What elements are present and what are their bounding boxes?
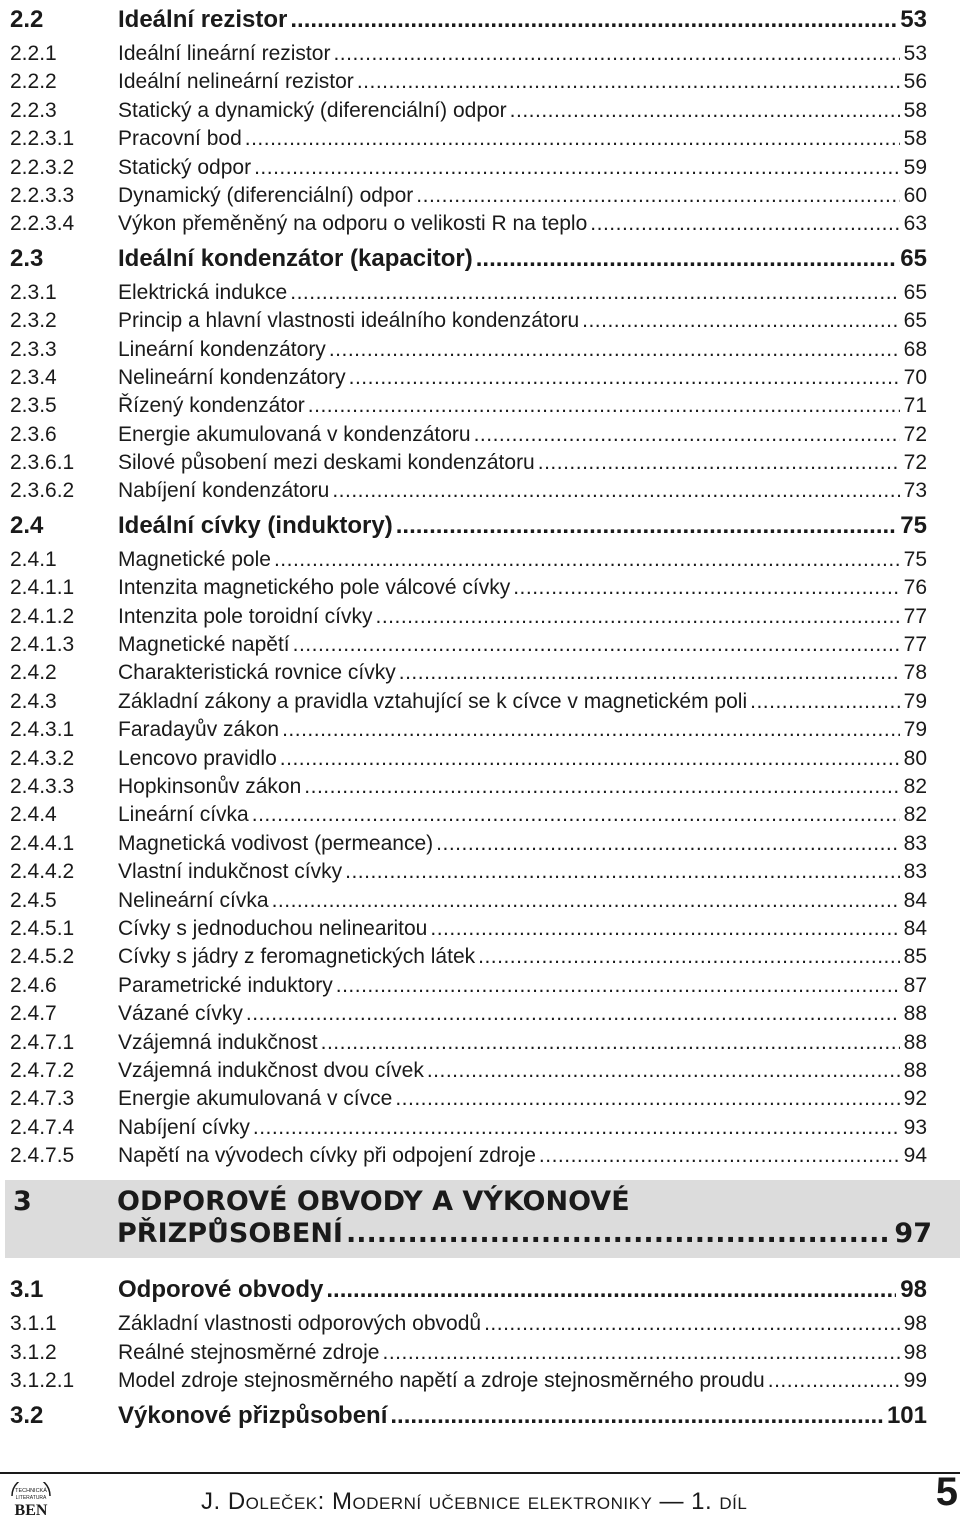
dot-leader — [590, 210, 899, 238]
entry-number: 2.2.3.3 — [10, 183, 75, 207]
toc-entry[interactable] — [0, 830, 960, 858]
dot-leader — [430, 915, 899, 943]
entry-number: 2.3.4 — [10, 365, 57, 389]
entry-number: 2.3.2 — [10, 309, 57, 333]
toc-entry[interactable] — [0, 603, 960, 631]
entry-title: Vázané cívky — [118, 1002, 243, 1026]
dot-leader — [333, 40, 899, 68]
entry-page: 85 — [903, 945, 927, 969]
toc-entry[interactable] — [0, 574, 960, 602]
entry-title: Dynamický (diferenciální) odpor — [118, 183, 414, 207]
entry-number: 2.3.5 — [10, 394, 57, 418]
entry-title: Odporové obvody — [118, 1276, 324, 1304]
entry-number: 2.4.3.2 — [10, 746, 75, 770]
entry-page: 77 — [903, 604, 927, 628]
entry-title: Intenzita magnetického pole válcové cívky — [118, 576, 511, 600]
entry-number: 2.2.2 — [10, 70, 57, 94]
toc-entry[interactable] — [0, 182, 960, 210]
dot-leader — [282, 716, 900, 744]
entry-number: 2.4.5.1 — [10, 916, 75, 940]
entry-number: 2.2.3.2 — [10, 155, 75, 179]
entry-number: 2.4 — [10, 511, 44, 539]
toc-entry[interactable] — [0, 125, 960, 153]
entry-number: 2.4.5.2 — [10, 945, 75, 969]
dot-leader — [375, 603, 899, 631]
entry-page: 92 — [903, 1087, 927, 1111]
entry-number: 2.2.1 — [10, 42, 57, 65]
entry-title: Vlastní indukčnost cívky — [118, 860, 343, 884]
entry-page: 78 — [903, 661, 927, 685]
page-footer — [0, 1468, 960, 1521]
entry-title: Ideální lineární rezistor — [118, 42, 331, 65]
entry-page: 76 — [903, 576, 927, 600]
entry-number: 2.4.7.2 — [10, 1058, 75, 1082]
entry-page: 58 — [903, 127, 927, 151]
entry-number: 2.4.2 — [10, 661, 57, 685]
entry-number: 2.4.5 — [10, 888, 57, 912]
ben-logo-icon — [6, 1482, 56, 1520]
toc-entry[interactable] — [0, 1367, 960, 1395]
dot-leader — [293, 631, 900, 659]
entry-page: 59 — [903, 155, 927, 179]
entry-number: 2.4.7.1 — [10, 1030, 75, 1054]
entry-number: 2.2.3.4 — [10, 212, 75, 236]
entry-title: Základní zákony a pravidla vztahující se k cívce v magnetickém poli — [118, 689, 748, 713]
entry-title: Cívky s jednoduchou nelinearitou — [118, 916, 428, 940]
entry-title: Parametrické induktory — [118, 973, 333, 997]
entry-number: 2.3.6 — [10, 422, 57, 446]
entry-number: 2.2.3.1 — [10, 127, 75, 151]
entry-title: Ideální rezistor — [118, 6, 288, 33]
entry-number: 2.2.3 — [10, 98, 57, 122]
entry-number: 2.4.7.5 — [10, 1144, 75, 1168]
dot-leader — [346, 1218, 890, 1249]
page-number: 5 — [935, 1470, 958, 1514]
entry-page: 99 — [903, 1369, 927, 1393]
entry-number: 2.3.6.1 — [10, 451, 75, 475]
toc-entry[interactable] — [0, 97, 960, 125]
entry-title: Princip a hlavní vlastnosti ideálního kondenzátoru — [118, 309, 580, 333]
dot-leader — [252, 801, 900, 829]
dot-leader — [349, 364, 900, 392]
entry-number: 2.3.1 — [10, 280, 57, 304]
toc-entry[interactable] — [0, 1000, 960, 1028]
entry-page: 88 — [903, 1030, 927, 1054]
entry-page: 73 — [903, 479, 927, 503]
entry-title: Model zdroje stejnosměrného napětí a zdroje stejnosměrného proudu — [118, 1369, 765, 1393]
entry-title: Řízený kondenzátor — [118, 394, 305, 418]
entry-page: 98 — [903, 1340, 927, 1364]
entry-page: 87 — [903, 973, 927, 997]
toc-entry[interactable] — [0, 915, 960, 943]
toc-entry[interactable] — [0, 659, 960, 687]
entry-number: 2.4.3.3 — [10, 774, 75, 798]
toc-entry[interactable] — [0, 688, 960, 716]
entry-number: 3.2 — [10, 1401, 44, 1429]
dot-leader — [326, 1270, 896, 1310]
entry-title: Základní vlastnosti odporových obvodů — [118, 1312, 482, 1336]
dot-leader — [399, 659, 900, 687]
entry-number: 2.4.1.2 — [10, 604, 75, 628]
dot-leader — [308, 392, 900, 420]
entry-page: 93 — [903, 1115, 927, 1139]
toc-entry[interactable] — [0, 421, 960, 449]
entry-title: Cívky s jádry z feromagnetických látek — [118, 945, 476, 969]
entry-title: Nabíjení kondenzátoru — [118, 479, 330, 503]
entry-page: 83 — [903, 831, 927, 855]
entry-title: Výkonové přizpůsobení — [118, 1401, 388, 1429]
dot-leader — [321, 1029, 900, 1057]
entry-number: 2.4.1.3 — [10, 633, 75, 657]
entry-page: 63 — [903, 212, 927, 236]
entry-title: Magnetická vodivost (permeance) — [118, 831, 434, 855]
dot-leader — [539, 1142, 900, 1170]
entry-number: 2.4.4 — [10, 803, 57, 827]
dot-leader — [274, 546, 900, 574]
chapter-number: 3 — [13, 1186, 32, 1218]
entry-title: Vzájemná indukčnost dvou cívek — [118, 1058, 424, 1082]
entry-number: 3.1.2 — [10, 1340, 57, 1364]
chapter-title-line2: PŘIZPŮSOBENÍ — [117, 1218, 343, 1250]
entry-page: 56 — [903, 70, 927, 94]
dot-leader — [329, 336, 900, 364]
dot-leader — [382, 1339, 899, 1367]
footer-rule — [0, 1472, 960, 1474]
toc-section[interactable] — [0, 1270, 960, 1310]
dot-leader — [476, 239, 897, 279]
toc-section[interactable] — [0, 1396, 960, 1436]
dot-leader — [390, 1396, 883, 1436]
toc-section[interactable] — [0, 506, 960, 546]
toc-entry[interactable] — [0, 336, 960, 364]
dot-leader — [332, 477, 899, 505]
toc-entry[interactable] — [0, 972, 960, 1000]
logo-text-middle: LITERATURA — [15, 1495, 47, 1501]
entry-page: 88 — [903, 1002, 927, 1026]
entry-title: Statický odpor — [118, 155, 252, 179]
entry-title: Nelineární kondenzátory — [118, 365, 346, 389]
toc-entry[interactable] — [0, 631, 960, 659]
entry-title: Energie akumulovaná v kondenzátoru — [118, 422, 471, 446]
toc-entry[interactable] — [0, 858, 960, 886]
chapter-title-line1: ODPOROVÉ OBVODY A VÝKONOVÉ — [117, 1186, 630, 1218]
entry-title: Statický a dynamický (diferenciální) odpor — [118, 98, 507, 122]
toc-section[interactable] — [0, 0, 960, 40]
entry-number: 3.1 — [10, 1276, 44, 1304]
toc-entry[interactable] — [0, 1339, 960, 1367]
entry-page: 65 — [903, 280, 927, 304]
dot-leader — [474, 421, 900, 449]
toc-entry[interactable] — [0, 477, 960, 505]
entry-number: 2.2 — [10, 6, 44, 33]
toc-entry[interactable] — [0, 1057, 960, 1085]
entry-page: 79 — [903, 718, 927, 742]
entry-page: 71 — [903, 394, 927, 418]
entry-title: Lencovo pravidlo — [118, 746, 277, 770]
toc-entry[interactable] — [0, 40, 960, 68]
dot-leader — [416, 182, 899, 210]
entry-title: Faradayův zákon — [118, 718, 280, 742]
entry-page: 83 — [903, 860, 927, 884]
entry-title: Energie akumulovaná v cívce — [118, 1087, 393, 1111]
logo-text-top: TECHNICKÁ — [15, 1488, 47, 1494]
entry-page: 60 — [903, 183, 927, 207]
entry-title: Silové působení mezi deskami kondenzátoru — [118, 451, 535, 475]
entry-number: 2.4.1.1 — [10, 576, 75, 600]
toc-entry[interactable] — [0, 307, 960, 335]
entry-page: 53 — [903, 42, 927, 65]
entry-number: 2.4.7.3 — [10, 1087, 75, 1111]
dot-leader — [245, 125, 900, 153]
entry-title: Ideální kondenzátor (kapacitor) — [118, 244, 473, 272]
dot-leader — [478, 943, 900, 971]
entry-page: 68 — [903, 337, 927, 361]
toc-section[interactable] — [0, 239, 960, 279]
entry-number: 2.4.3 — [10, 689, 57, 713]
entry-number: 2.4.6 — [10, 973, 57, 997]
toc-entry[interactable] — [0, 1029, 960, 1057]
entry-number: 2.3.6.2 — [10, 479, 75, 503]
toc-entry[interactable] — [0, 773, 960, 801]
logo-text-main: BEN — [14, 1502, 48, 1519]
dot-leader — [280, 745, 900, 773]
entry-number: 2.4.4.1 — [10, 831, 75, 855]
entry-number: 2.4.1 — [10, 547, 57, 571]
dot-leader — [304, 773, 899, 801]
toc-entry[interactable] — [0, 1085, 960, 1113]
entry-page: 75 — [900, 511, 927, 539]
toc-entry[interactable] — [0, 392, 960, 420]
entry-number: 2.3 — [10, 244, 44, 272]
entry-title: Nabíjení cívky — [118, 1115, 250, 1139]
dot-leader — [272, 887, 900, 915]
dot-leader — [336, 972, 900, 1000]
toc-entry[interactable] — [0, 887, 960, 915]
entry-title: Intenzita pole toroidní cívky — [118, 604, 373, 628]
dot-leader — [396, 506, 897, 546]
toc-entry[interactable] — [0, 943, 960, 971]
entry-page: 98 — [903, 1312, 927, 1336]
chapter-page: 97 — [894, 1218, 932, 1250]
entry-number: 2.4.3.1 — [10, 718, 75, 742]
entry-page: 58 — [903, 98, 927, 122]
entry-page: 88 — [903, 1058, 927, 1082]
entry-title: Lineární cívka — [118, 803, 249, 827]
entry-title: Nelineární cívka — [118, 888, 269, 912]
dot-leader — [345, 858, 900, 886]
dot-leader — [427, 1057, 900, 1085]
dot-leader — [538, 449, 900, 477]
entry-page: 94 — [903, 1144, 927, 1168]
dot-leader — [357, 68, 900, 96]
entry-page: 75 — [903, 547, 927, 571]
entry-page: 70 — [903, 365, 927, 389]
dot-leader — [513, 574, 899, 602]
entry-page: 84 — [903, 916, 927, 940]
dot-leader — [510, 97, 900, 125]
toc-entry[interactable] — [0, 1114, 960, 1142]
dot-leader — [750, 688, 900, 716]
toc-entry[interactable] — [0, 210, 960, 238]
entry-page: 72 — [903, 422, 927, 446]
toc-entry[interactable] — [0, 449, 960, 477]
entry-number: 2.4.7 — [10, 1002, 57, 1026]
entry-title: Ideální nelineární rezistor — [118, 70, 354, 94]
entry-title: Hopkinsonův zákon — [118, 774, 302, 798]
toc-entry[interactable] — [0, 279, 960, 307]
toc-entry[interactable] — [0, 1142, 960, 1170]
dot-leader — [290, 279, 899, 307]
dot-leader — [254, 154, 900, 182]
entry-number: 3.1.2.1 — [10, 1369, 75, 1393]
entry-page: 82 — [903, 803, 927, 827]
entry-page: 65 — [903, 309, 927, 333]
toc-entry[interactable] — [0, 68, 960, 96]
dot-leader — [253, 1114, 900, 1142]
entry-title: Ideální cívky (induktory) — [118, 511, 393, 539]
dot-leader — [290, 0, 896, 40]
entry-title: Vzájemná indukčnost — [118, 1030, 318, 1054]
entry-title: Pracovní bod — [118, 127, 242, 151]
entry-page: 101 — [886, 1401, 927, 1429]
toc-entry[interactable] — [0, 716, 960, 744]
entry-page: 53 — [900, 6, 927, 33]
toc-entry[interactable] — [0, 154, 960, 182]
entry-title: Napětí na vývodech cívky při odpojení zdroje — [118, 1144, 536, 1168]
entry-page: 80 — [903, 746, 927, 770]
book-title: J. Doleček: Moderní učebnice elektroniky — 1. díl — [201, 1488, 748, 1515]
toc-entry[interactable] — [0, 1310, 960, 1338]
dot-leader — [246, 1000, 900, 1028]
entry-title: Elektrická indukce — [118, 280, 288, 304]
entry-page: 98 — [900, 1276, 927, 1304]
entry-title: Magnetické pole — [118, 547, 271, 571]
entry-number: 2.4.4.2 — [10, 860, 75, 884]
dot-leader — [768, 1367, 900, 1395]
toc-entry[interactable] — [0, 364, 960, 392]
dot-leader — [436, 830, 899, 858]
entry-page: 65 — [900, 244, 927, 272]
toc-entry[interactable] — [0, 801, 960, 829]
dot-leader — [484, 1310, 900, 1338]
toc-entry[interactable] — [0, 546, 960, 574]
dot-leader — [582, 307, 900, 335]
entry-page: 82 — [903, 774, 927, 798]
entry-title: Lineární kondenzátory — [118, 337, 326, 361]
dot-leader — [395, 1085, 899, 1113]
entry-number: 3.1.1 — [10, 1312, 57, 1336]
entry-page: 72 — [903, 451, 927, 475]
chapter-heading[interactable] — [5, 1180, 960, 1258]
entry-number: 2.4.7.4 — [10, 1115, 75, 1139]
entry-number: 2.3.3 — [10, 337, 57, 361]
entry-title: Reálné stejnosměrné zdroje — [118, 1340, 380, 1364]
entry-page: 77 — [903, 633, 927, 657]
entry-title: Výkon přeměněný na odporu o velikosti R na teplo — [118, 212, 588, 236]
toc-entry[interactable] — [0, 745, 960, 773]
entry-title: Magnetické napětí — [118, 633, 290, 657]
entry-title: Charakteristická rovnice cívky — [118, 661, 396, 685]
entry-page: 79 — [903, 689, 927, 713]
entry-page: 84 — [903, 888, 927, 912]
